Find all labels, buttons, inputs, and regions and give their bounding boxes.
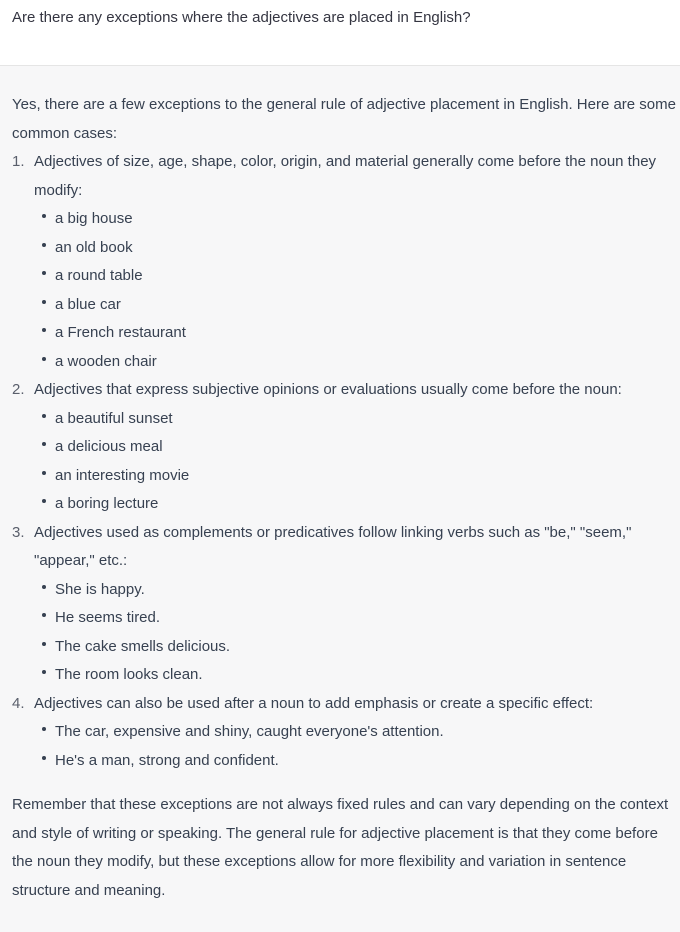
example-item: a round table: [34, 262, 676, 291]
point-item: [12, 690, 676, 776]
examples-list: [34, 405, 676, 519]
example-item: a French restaurant: [34, 319, 676, 348]
user-question: Are there any exceptions where the adjectives are placed in English?: [12, 9, 471, 26]
example-item: The cake smells delicious.: [34, 633, 676, 662]
point-number: 3.: [12, 523, 25, 541]
point-item: [12, 519, 676, 690]
example-item: The car, expensive and shiny, caught everyone's attention.: [34, 718, 676, 747]
examples-list: [34, 576, 676, 690]
example-item: an interesting movie: [34, 462, 676, 491]
example-item: a wooden chair: [34, 348, 676, 377]
answer-closing: Remember that these exceptions are not always fixed rules and can vary depending on the context and style of writing or speaking. The general rule for adjective placement is that they come before the noun they modify, but these exceptions allow for more flexibility and variation in sentence structure and meaning.: [12, 796, 669, 899]
example-item: an old book: [34, 234, 676, 263]
example-item: a big house: [34, 205, 676, 234]
answer-intro: Yes, there are a few exceptions to the general rule of adjective placement in English. Here are some common cases:: [12, 96, 676, 142]
point-number: 1.: [12, 153, 25, 170]
point-text: Adjectives of size, age, shape, color, origin, and material generally come before the noun they modify:: [34, 153, 657, 199]
example-item: She is happy.: [34, 576, 676, 605]
point-text: Adjectives used as complements or predicatives follow linking verbs such as "be," "seem," "appear," etc.:: [34, 523, 632, 569]
example-item: He seems tired.: [34, 604, 676, 633]
example-item: a blue car: [34, 291, 676, 320]
example-item: a beautiful sunset: [34, 405, 676, 434]
point-text: Adjectives that express subjective opinions or evaluations usually come before the noun:: [34, 381, 622, 398]
assistant-message: [0, 66, 680, 905]
point-number: 4.: [12, 694, 25, 712]
point-number: 2.: [12, 381, 25, 398]
point-item: [12, 148, 676, 376]
example-item: The room looks clean.: [34, 661, 676, 690]
examples-list: [34, 718, 676, 775]
example-item: a delicious meal: [34, 433, 676, 462]
user-message: [0, 0, 680, 66]
example-item: a boring lecture: [34, 490, 676, 519]
point-text: Adjectives can also be used after a noun to add emphasis or create a specific effect:: [34, 694, 594, 712]
point-item: [12, 376, 676, 519]
points-list: [12, 148, 676, 775]
examples-list: [34, 205, 676, 376]
example-item: He's a man, strong and confident.: [34, 747, 676, 776]
